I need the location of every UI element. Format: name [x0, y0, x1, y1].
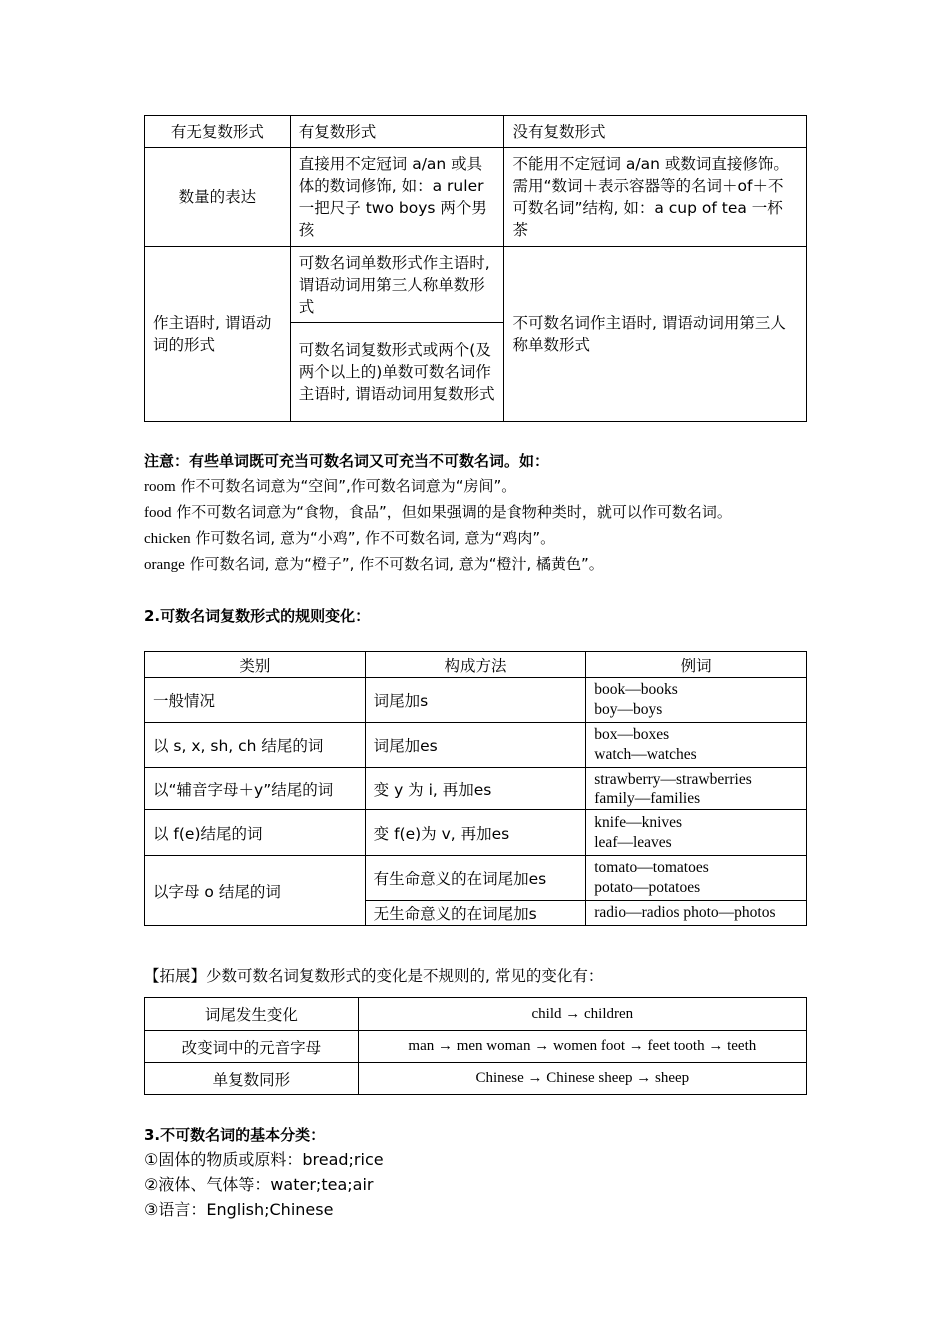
method-cell: 有生命意义的在词尾加es: [365, 856, 586, 901]
category-cell: 以字母 o 结尾的词: [145, 856, 366, 926]
note-text: 作可数名词, 意为“橙子”, 作不可数名词, 意为“橙汁, 橘黄色”。: [184, 555, 604, 573]
example: knife—knives: [594, 813, 683, 831]
header-cell: 有复数形式: [290, 116, 504, 148]
note-line: [144, 552, 732, 578]
category-cell: 一般情况: [145, 678, 366, 723]
method-cell: 无生命意义的在词尾加s: [365, 901, 586, 926]
example-cell: [586, 678, 807, 723]
row-label: 作主语时, 谓语动词的形式: [145, 247, 291, 422]
method-cell: 词尾加s: [365, 678, 586, 723]
row-label: 单复数同形: [145, 1063, 359, 1095]
example: family—families: [594, 789, 701, 807]
row-label: 数量的表达: [145, 148, 291, 247]
plural-rules-table: [144, 651, 807, 926]
example: leaf—leaves: [594, 833, 672, 851]
method-cell: 变 y 为 i, 再加es: [365, 768, 586, 810]
example: strawberry—strawberries: [594, 770, 752, 788]
row-value: Chinese → Chinese sheep → sheep: [358, 1063, 806, 1095]
table-cell: 可数名词复数形式或两个(及两个以上的)单数可数名词作主语时, 谓语动词用复数形式: [290, 323, 504, 422]
list-item: ②液体、气体等：water;tea;air: [144, 1175, 374, 1194]
row-value: child → children: [358, 998, 806, 1031]
note-line: [144, 526, 732, 552]
header-cell: 例词: [586, 652, 807, 678]
note-word: room: [144, 479, 176, 495]
example: boy—boys: [594, 701, 663, 718]
note-title: 注意：有些单词既可充当可数名词又可充当不可数名词。如：: [144, 452, 550, 470]
table-cell: 直接用不定冠词 a/an 或具体的数词修饰, 如：a ruler 一把尺子 two boys 两个男孩: [290, 148, 504, 247]
example: tomato—tomatoes: [594, 859, 709, 876]
example-cell: radio—radios photo—photos: [586, 901, 807, 926]
row-label: 词尾发生变化: [145, 998, 359, 1031]
list-item: ①固体的物质或原料：bread;rice: [144, 1150, 384, 1169]
row-label: 改变词中的元音字母: [145, 1031, 359, 1063]
header-cell: 类别: [145, 652, 366, 678]
countability-table: [144, 115, 807, 422]
note-text: 作不可数名词意为“食物，食品”，但如果强调的是食物种类时，就可以作可数名词。: [171, 503, 732, 521]
header-cell: 有无复数形式: [145, 116, 291, 148]
category-cell: 以 s, x, sh, ch 结尾的词: [145, 723, 366, 768]
section-2-title: 2.可数名词复数形式的规则变化：: [144, 607, 371, 625]
note-word: orange: [144, 557, 185, 573]
table-cell: 可数名词单数形式作主语时, 谓语动词用第三人称单数形式: [290, 247, 504, 323]
header-cell: 没有复数形式: [504, 116, 807, 148]
category-cell: 以 f(e)结尾的词: [145, 810, 366, 856]
example-cell: [586, 856, 807, 901]
note-text: 作不可数名词意为“空间”,作可数名词意为“房间”。: [175, 477, 517, 495]
note-block: [144, 449, 732, 578]
header-cell: 构成方法: [365, 652, 586, 678]
example-cell: [586, 723, 807, 768]
note-word: chicken: [144, 531, 191, 547]
example: watch—watches: [594, 746, 697, 763]
list-item: ③语言：English;Chinese: [144, 1200, 334, 1219]
example: book—books: [594, 681, 678, 698]
example: box—boxes: [594, 726, 670, 743]
example: potato—potatoes: [594, 879, 701, 896]
category-cell: 以“辅音字母＋y”结尾的词: [145, 768, 366, 810]
note-line: [144, 474, 732, 500]
note-text: 作可数名词, 意为“小鸡”, 作不可数名词, 意为“鸡肉”。: [190, 529, 556, 547]
uncountable-list: [144, 1147, 384, 1222]
method-cell: 词尾加es: [365, 723, 586, 768]
note-line: [144, 500, 732, 526]
table-cell: 不能用不定冠词 a/an 或数词直接修饰。需用“数词＋表示容器等的名词＋of＋不可数名词”结构, 如：a cup of tea 一杯茶: [504, 148, 807, 247]
example-cell: [586, 768, 807, 810]
example-cell: [586, 810, 807, 856]
method-cell: 变 f(e)为 v, 再加es: [365, 810, 586, 856]
table-cell: 不可数名词作主语时, 谓语动词用第三人称单数形式: [504, 247, 807, 422]
row-value: man → men woman → women foot → feet tooth → teeth: [358, 1031, 806, 1063]
expand-title: 【拓展】少数可数名词复数形式的变化是不规则的, 常见的变化有：: [144, 967, 604, 985]
irregular-plural-table: [144, 997, 807, 1095]
section-3-title: 3.不可数名词的基本分类：: [144, 1126, 326, 1144]
note-word: food: [144, 505, 172, 521]
